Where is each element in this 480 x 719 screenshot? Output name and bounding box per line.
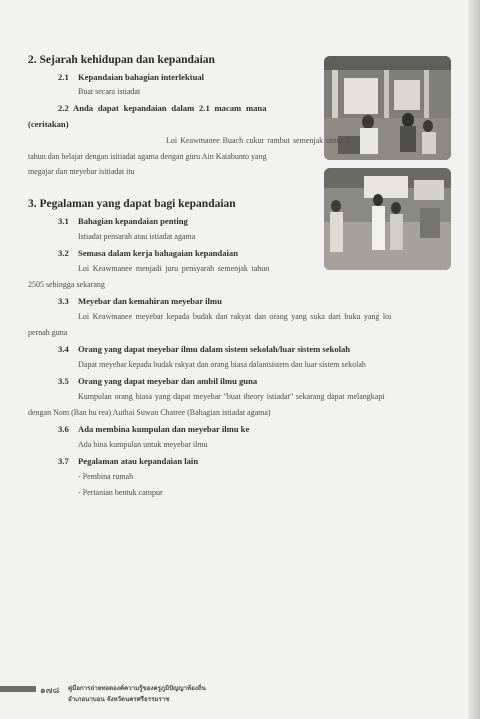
section-number: 3.5 — [58, 376, 69, 386]
footer-title: คู่มือการถ่ายทอดองค์ความรู้ของครูภูมิปัญญาท้องถิ่น — [68, 685, 206, 692]
section-title: Meyebar dan kemahiran meyebar ilmu — [78, 296, 222, 306]
section-3-2-title — [58, 248, 238, 258]
section-2-1-text: Buat secara istiadat — [78, 87, 141, 96]
section-2-2-text: Loi Keawmanee Buach cukur rambut semenjak omur 5 — [166, 136, 351, 145]
section-title: Kepandaian bahagian interlektual — [78, 72, 205, 82]
photo-gathering — [324, 168, 451, 270]
section-title: Ada membina kumpulan dan meyebar ilmu ke — [78, 424, 250, 434]
footer-bar — [0, 686, 36, 692]
section-number: 3.2 — [58, 248, 69, 258]
section-3-heading: 3. Pegalaman yang dapat bagi kepandaian — [28, 198, 236, 210]
section-2-2-text-cont2: megajar dan meyebar isitiadat itu — [28, 167, 135, 176]
section-3-6-text: Ada bina kumpulan untuk meyebar ilmu — [78, 440, 208, 449]
section-3-4-text: Dapat meyebar kepada budak rakyat dan orang biasa dalamsistem dan luar sistem sekolah — [78, 360, 366, 369]
section-2-2-title-cont: (ceritakan) — [28, 119, 69, 129]
section-3-5-text: Kumpulan orang biasa yang dapat meyebar "buat theory istiadat" sekarang dapat melangkapi — [78, 392, 385, 401]
section-3-5-text-cont: dengan Nom (Ban hu rea) Authai Suwan Chatree (Bahagian istiadat agama) — [28, 408, 271, 417]
section-3-5-title — [58, 376, 257, 386]
section-title: Bahagian kepandaian penting — [78, 216, 188, 226]
section-3-2-text: Loi Keawmanee menjadi juru pensyarah semenjak tahun — [78, 264, 270, 273]
section-number: 3.6 — [58, 424, 69, 434]
section-3-3-text-cont: pernah guna — [28, 328, 68, 337]
section-3-3-text: Loi Keawmanee meyebar kepada budak dan rakyat dan orang yang suka dari buku yang loi — [78, 312, 392, 321]
section-2-2-text-cont: tahun dan belajar dengan isitiadat agama dengan guru Ain Katabunto yang — [28, 152, 267, 161]
section-3-3-title — [58, 296, 222, 306]
page-number: ๑๗๘ — [40, 686, 60, 696]
footer-subtitle: อำเภอนาบอน จังหวัดนครศรีธรรมราช — [68, 696, 170, 703]
section-number: 3.1 — [58, 216, 69, 226]
section-number: 3.4 — [58, 344, 69, 354]
list-item: - Pertanian bentuk campur — [78, 488, 163, 497]
section-3-1-title — [58, 216, 188, 226]
section-title: Orang yang dapat meyebar dan ambil ilmu guna — [78, 376, 258, 386]
section-number: 3.7 — [58, 456, 69, 466]
section-2-1-title — [58, 72, 204, 82]
section-number: 3.3 — [58, 296, 69, 306]
section-2-heading: 2. Sejarah kehidupan dan kepandaian — [28, 54, 215, 66]
section-title: Orang yang dapat meyebar ilmu dalam sistem sekolah/luar sistem sekolah — [78, 344, 351, 354]
section-3-6-title — [58, 424, 249, 434]
section-number: 2.1 — [58, 72, 69, 82]
section-title: Semasa dalam kerja bahagaian kepandaian — [78, 248, 238, 258]
section-3-2-text-cont: 2505 sehingga sekarang — [28, 280, 105, 289]
section-3-1-text: Istiadat pensarah atau istiadat agama — [78, 232, 196, 241]
page-edge-shadow — [468, 0, 480, 719]
section-3-7-title — [58, 456, 198, 466]
section-2-2-title: 2.2 Anda dapat kepandaian dalam 2.1 macam mana — [58, 103, 267, 113]
section-title: Pegalaman atau kepandaian lain — [78, 456, 199, 466]
section-3-4-title — [58, 344, 350, 354]
list-item: - Pembina rumah — [78, 472, 134, 481]
